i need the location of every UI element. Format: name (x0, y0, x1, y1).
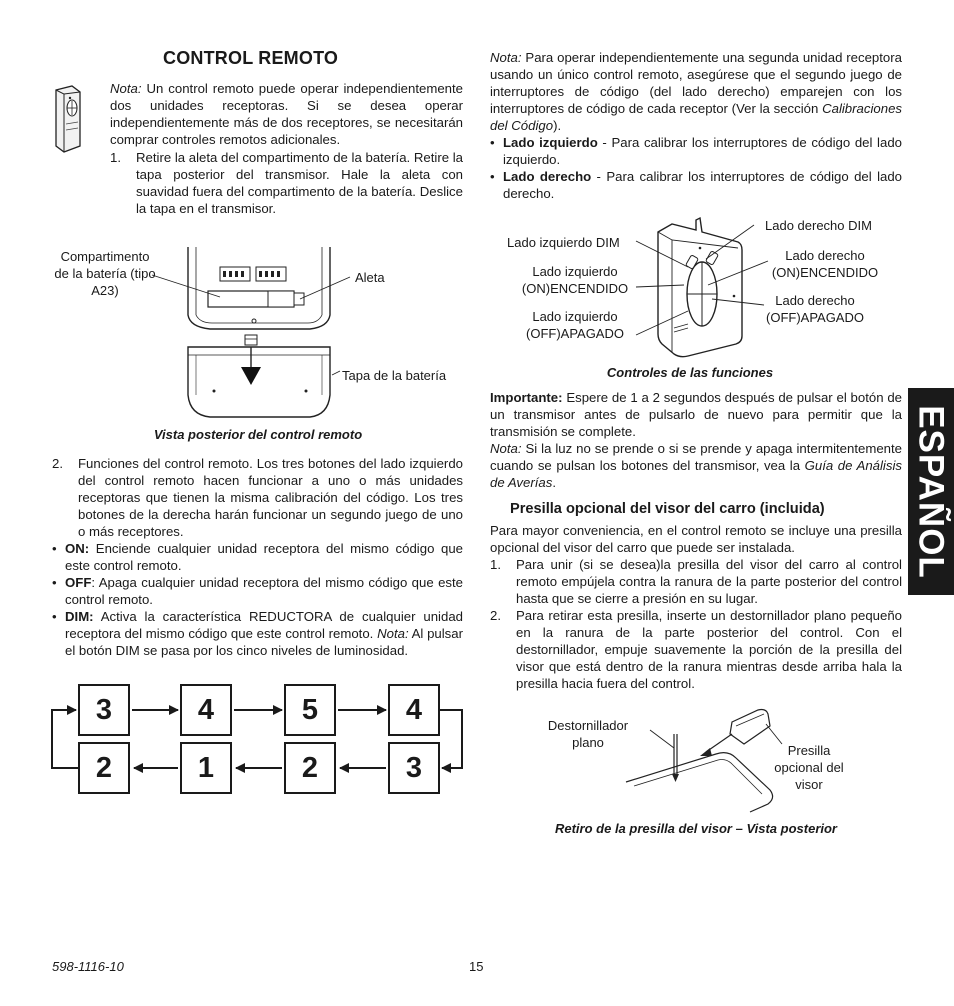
battery-cover-label: Tapa de la batería (342, 368, 447, 383)
dim-level-box: 4 (388, 684, 440, 736)
right-on-label: Lado derecho (ON)ENCENDIDO (771, 248, 879, 280)
note2-label: Nota: (490, 441, 522, 456)
dim-level-box: 1 (180, 742, 232, 794)
visor-clip-title: Presilla opcional del visor del carro (incluida) (510, 501, 825, 517)
dim-level-box: 2 (284, 742, 336, 794)
dim-level-box: 3 (388, 742, 440, 794)
bullet-off-text: : Apaga cualquier unidad receptora del mismo código que este control remoto. (65, 575, 463, 607)
clip-removal-caption: Retiro de la presilla del visor – Vista posterior (554, 821, 837, 836)
visor-step-2 (490, 607, 902, 692)
tab-label: Aleta (355, 270, 385, 285)
remote-back-view-caption: Vista posterior del control remoto (153, 427, 363, 442)
note-label: Nota: (110, 81, 142, 96)
bullet-dim: • DIM: Activa la característica REDUCTORA de cualquier unidad receptora del mismo código que este control remoto. Nota: Al pulsar el botón DIM se pasa por los cinco niveles de luminosidad. (52, 609, 464, 658)
right-dim-label: Lado derecho DIM (765, 218, 872, 233)
bullet-left-text: - Para calibrar los interruptores de código del lado izquierdo. (503, 135, 902, 167)
right-note (490, 49, 902, 202)
note2-reference: Guía de Análisis de Averías (490, 458, 902, 490)
bullet-off-label: OFF (65, 575, 92, 590)
bullet-left-label: Lado izquierdo (503, 135, 598, 150)
screwdriver-label: Destornillador plano (547, 718, 629, 750)
visor-step-2-text: Para retirar esta presilla, inserte un destornillador plano pequeño en la ranura de la parte posterior del control. Con el destornillador, empuje suavemente la porción de la presilla del visor que está dentro de la ranura mientras desde arriba hala la presilla hacia fuera del control. (516, 608, 902, 691)
step-2-text: Funciones del control remoto. Los tres botones del lado izquierdo del control remoto hacen funcionar a uno o más unidades receptoras que tienen la misma calibración del código. Los tres botones de la derecha harán funcionar un segundo juego de uno o más receptores. (78, 456, 463, 539)
visor-step-2-number: 2. (490, 608, 501, 623)
language-tab (908, 388, 954, 595)
note-text: Para operar independientemente una segunda unidad receptora usando un único control remoto, asegúrese que el segundo juego de interruptores de código (del lado derecho) emparejen con los interruptores de código de cada receptor (Ver la sección (490, 50, 902, 116)
page-number: 15 (469, 959, 484, 974)
important-text: Espere de 1 a 2 segundos después de pulsar el botón de un transmisor antes de pulsarlo de nuevo para permitir que la transmisión se complete. (490, 390, 902, 439)
bullet-dim-note-label: Nota: (377, 626, 409, 641)
remote-back-view-diagram (150, 245, 370, 425)
bullet-dim-text: Activa la característica REDUCTORA de cualquier unidad receptora del mismo código que este control remoto. (65, 609, 463, 641)
functions-section (52, 455, 463, 659)
visor-clip-section (490, 522, 902, 692)
right-off-label: Lado derecho (OFF)APAGADO (766, 293, 864, 325)
note-text: Un control remoto puede operar independientemente dos unidades receptoras. Si se desea operar independientemente más de dos receptores, se necesitarán comprar controles remotos adicionales. (110, 81, 463, 147)
visor-step-1-number: 1. (490, 557, 501, 572)
important-section (490, 389, 902, 491)
note-label: Nota: (490, 50, 522, 65)
note2-text: Si la luz no se prende o si se prende y apaga intermitentemente cuando se pulsan los botones del transmisor, vea la (490, 441, 902, 473)
step-2-number: 2. (52, 456, 63, 471)
note2-end: . (552, 475, 556, 490)
battery-compartment-label: Compartimento de la batería (tipo A23) (54, 249, 156, 298)
step-1-text: Retire la aleta del compartimento de la batería. Retire la tapa posterior del transmisor. Hale la aleta con suavidad fuera del compartimento de la batería. Deslice la tapa en el transmisor. (136, 150, 463, 216)
left-off-label: Lado izquierdo (OFF)APAGADO (526, 309, 624, 341)
section-title: CONTROL REMOTO (163, 48, 339, 68)
bullet-on-text: Enciende cualquier unidad receptora del mismo código que este control remoto. (65, 541, 463, 573)
language-tab-label: ESPAÑOL (911, 404, 951, 579)
note-end: ). (553, 118, 562, 133)
intro-note (110, 80, 463, 217)
note-reference: Calibraciones del Código (490, 101, 902, 133)
bullet-right-label: Lado derecho (503, 169, 592, 184)
step-1 (110, 149, 463, 217)
bullet-off: • OFF: Apaga cualquier unidad receptora del mismo código que este control remoto. (52, 575, 463, 607)
left-on-label: Lado izquierdo (ON)ENCENDIDO (521, 264, 629, 296)
optional-clip-label: Presilla opcional del visor (774, 743, 844, 792)
important-label: Importante: (490, 390, 563, 405)
dim-level-box: 2 (78, 742, 130, 794)
remote-control-icon (50, 84, 86, 154)
left-dim-label: Lado izquierdo DIM (507, 235, 620, 250)
bullet-dim-note-text: Al pulsar el botón DIM se pasa por los cinco niveles de luminosidad. (65, 626, 464, 658)
dim-level-box: 4 (180, 684, 232, 736)
bullet-on: • ON: Enciende cualquier unidad receptora del mismo código que este control remoto. (52, 541, 463, 573)
bullet-dim-label: DIM: (65, 609, 94, 624)
visor-step-1-text: Para unir (si se desea)la presilla del visor del carro al control remoto empújela contra la ranura de la parte posterior del control hasta que se cierre a presión en su lugar. (516, 557, 902, 606)
bullet-on-label: ON: (65, 541, 90, 556)
bullet-left-side: • Lado izquierdo - Para calibrar los interruptores de código del lado izquierdo. (490, 135, 902, 167)
dim-level-box: 3 (78, 684, 130, 736)
visor-step-1 (490, 556, 902, 607)
dim-level-box: 5 (284, 684, 336, 736)
step-2 (52, 455, 463, 540)
function-controls-caption: Controles de las funciones (606, 365, 774, 380)
step-1-number: 1. (110, 150, 121, 165)
bullet-right-text: - Para calibrar los interruptores de código del lado derecho. (503, 169, 902, 201)
bullet-right-side: • Lado derecho - Para calibrar los interruptores de código del lado derecho. (490, 169, 902, 201)
visor-intro: Para mayor conveniencia, en el control remoto se incluye una presilla opcional del visor del carro que puede ser instalada. (490, 523, 902, 555)
document-code: 598-1116-10 (52, 959, 124, 974)
